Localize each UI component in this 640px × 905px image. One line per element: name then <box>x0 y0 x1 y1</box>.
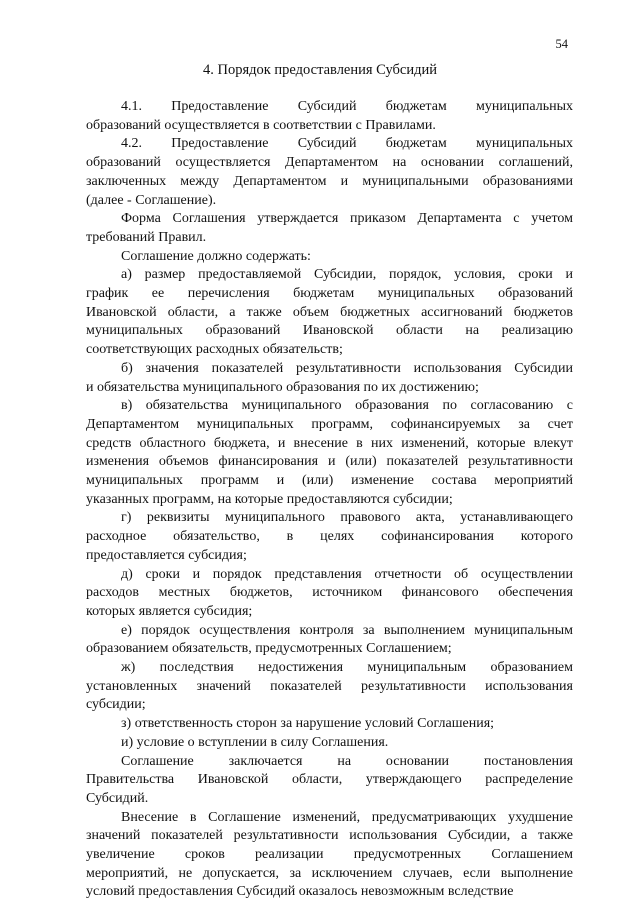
text-line: 4.2. Предоставление Субсидий бюджетам муниципальных <box>121 136 573 152</box>
text-line: Соглашение заключается на основании постановления <box>121 753 573 769</box>
text-line: образований осуществляется в соответствии с Правилами. <box>86 117 436 133</box>
text-line: Внесение в Соглашение изменений, предусматривающих ухудшение <box>121 809 573 825</box>
text-line: заключенных между Департаментом и муниципальными образованиями <box>86 173 573 189</box>
text-line: увеличение сроков реализации предусмотренных Соглашением <box>86 847 573 862</box>
text-line: Ивановской области, а также объем бюджетных ассигнований бюджетов <box>86 304 573 320</box>
text-line: соответствующих расходных обязательств; <box>86 342 343 358</box>
text-line: муниципальных образований Ивановской области на реализацию <box>86 323 573 339</box>
text-line: в) обязательства муниципального образования по согласованию с <box>121 398 573 414</box>
text-line: предоставляется субсидия; <box>86 547 247 563</box>
text-line: изменения объемов финансирования и (или) показателей результативности <box>86 454 573 470</box>
text-line: образованием обязательств, предусмотренных Соглашением; <box>86 641 452 657</box>
text-line: б) значения показателей результативности использования Субсидии <box>121 360 573 376</box>
text-line: требований Правил. <box>86 229 207 245</box>
text-line: субсидии; <box>86 697 146 713</box>
text-line: а) размер предоставляемой Субсидии, порядок, условия, сроки и <box>121 267 573 283</box>
text-line: 4.1. Предоставление Субсидий бюджетам муниципальных <box>121 99 573 114</box>
text-line: средств областного бюджета, и внесение в них изменений, которые влекут <box>86 435 573 451</box>
text-line: (далее - Соглашение). <box>86 192 217 208</box>
text-line: график ее перечисления бюджетам муниципальных образований <box>86 286 573 301</box>
text-line: условий предоставления Субсидий оказалось невозможным вследствие <box>86 884 514 900</box>
text-line: е) порядок осуществления контроля за выполнением муниципальным <box>121 622 573 638</box>
text-line: Департаментом муниципальных программ, софинансируемых за счет <box>86 416 573 432</box>
text-line: указанных программ, на которые предоставляются субсидии; <box>86 491 453 507</box>
text-line: которых является субсидия; <box>86 603 253 619</box>
text-line: расходов местных бюджетов, источником финансового обеспечения <box>86 585 573 601</box>
text-line: и обязательства муниципального образования по их достижению; <box>86 379 479 395</box>
text-line: муниципальных программ и (или) изменение состава мероприятий <box>86 473 573 488</box>
text-line: з) ответственность сторон за нарушение условий Соглашения; <box>121 716 495 732</box>
text-line: значений показателей результативности использования Субсидии, а также <box>86 828 573 844</box>
text-line: Форма Соглашения утверждается приказом Департамента с учетом <box>121 211 573 227</box>
text-line: г) реквизиты муниципального правового акта, устанавливающего <box>121 510 573 526</box>
text-line: Соглашение должно содержать: <box>121 248 311 264</box>
text-line: Правительства Ивановской области, утверждающего распределение <box>86 772 573 788</box>
text-line: ж) последствия недостижения муниципальным образованием <box>121 660 573 675</box>
text-line: мероприятий, не допускается, за исключением случаев, если выполнение <box>86 865 573 881</box>
text-line: и) условие о вступлении в силу Соглашения. <box>121 734 389 750</box>
section-title: 4. Порядок предоставления Субсидий <box>202 62 438 78</box>
text-line: д) сроки и порядок представления отчетности об осуществлении <box>121 566 573 582</box>
text-line: расходное обязательство, в целях софинансирования которого <box>86 529 573 545</box>
text-line: установленных значений показателей результативности использования <box>86 678 573 694</box>
text-line: образований осуществляется Департаментом на основании соглашений, <box>86 155 573 171</box>
page-number: 54 <box>555 37 568 51</box>
text-line: Субсидий. <box>86 790 149 806</box>
